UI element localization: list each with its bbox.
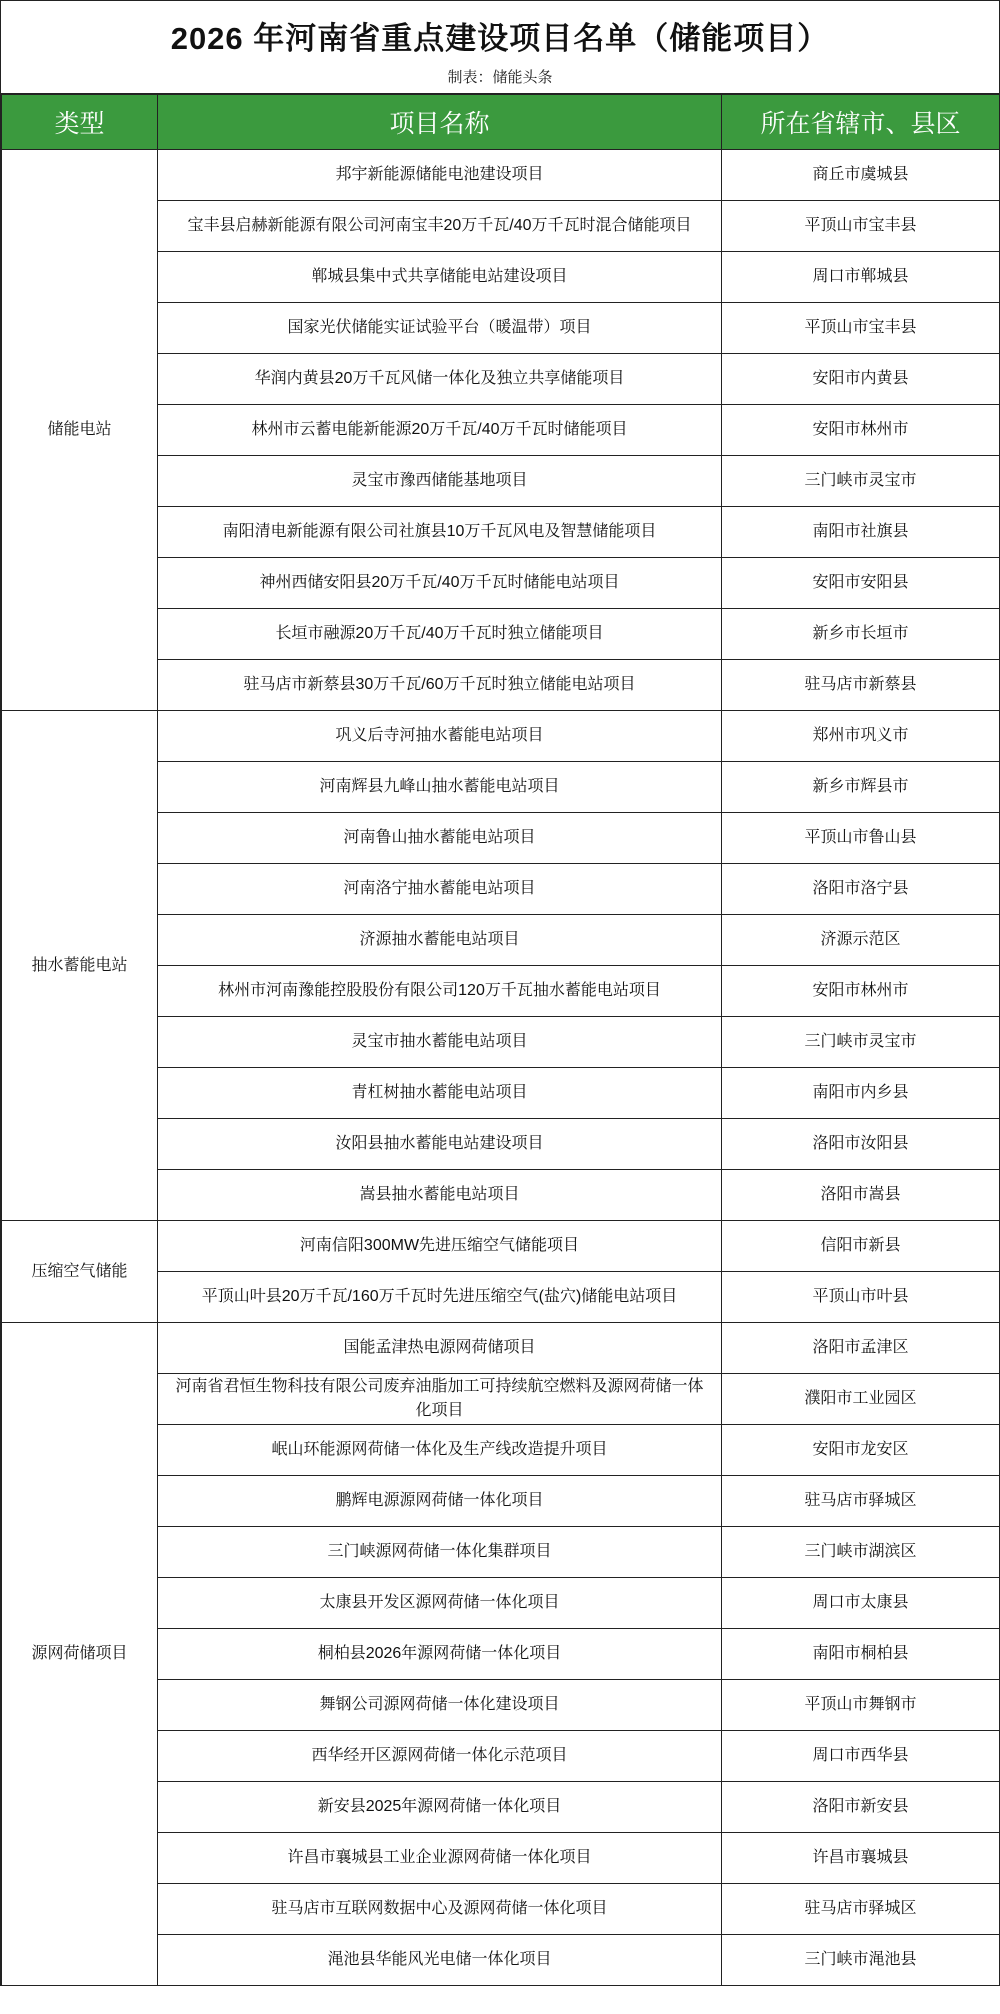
project-name-cell: 新安县2025年源网荷储一体化项目	[158, 1782, 722, 1833]
project-name-cell: 驻马店市新蔡县30万千瓦/60万千瓦时独立储能电站项目	[158, 660, 722, 711]
project-name-cell: 南阳清电新能源有限公司社旗县10万千瓦风电及智慧储能项目	[158, 507, 722, 558]
location-cell: 驻马店市驿城区	[722, 1884, 1000, 1935]
location-cell: 南阳市桐柏县	[722, 1629, 1000, 1680]
project-name-cell: 河南鲁山抽水蓄能电站项目	[158, 813, 722, 864]
project-name-cell: 嵩县抽水蓄能电站项目	[158, 1170, 722, 1221]
project-name-cell: 三门峡源网荷储一体化集群项目	[158, 1527, 722, 1578]
project-name-cell: 神州西储安阳县20万千瓦/40万千瓦时储能电站项目	[158, 558, 722, 609]
project-name-cell: 灵宝市豫西储能基地项目	[158, 456, 722, 507]
table-header-row	[2, 95, 1000, 150]
project-name-cell: 舞钢公司源网荷储一体化建设项目	[158, 1680, 722, 1731]
project-name-cell: 长垣市融源20万千瓦/40万千瓦时独立储能项目	[158, 609, 722, 660]
project-name-cell: 河南洛宁抽水蓄能电站项目	[158, 864, 722, 915]
project-name-cell: 林州市河南豫能控股股份有限公司120万千瓦抽水蓄能电站项目	[158, 966, 722, 1017]
project-name-cell: 驻马店市互联网数据中心及源网荷储一体化项目	[158, 1884, 722, 1935]
project-name-cell: 邦宇新能源储能电池建设项目	[158, 150, 722, 201]
project-name-cell: 西华经开区源网荷储一体化示范项目	[158, 1731, 722, 1782]
location-cell: 平顶山市宝丰县	[722, 303, 1000, 354]
location-cell: 濮阳市工业园区	[722, 1374, 1000, 1425]
table-row	[2, 150, 1000, 201]
project-name-cell: 河南省君恒生物科技有限公司废弃油脂加工可持续航空燃料及源网荷储一体化项目	[158, 1374, 722, 1425]
category-cell: 抽水蓄能电站	[2, 711, 158, 1221]
title-area	[1, 1, 999, 94]
project-name-cell: 鹏辉电源源网荷储一体化项目	[158, 1476, 722, 1527]
location-cell: 平顶山市宝丰县	[722, 201, 1000, 252]
category-cell: 储能电站	[2, 150, 158, 711]
location-cell: 郑州市巩义市	[722, 711, 1000, 762]
project-name-cell: 林州市云蓄电能新能源20万千瓦/40万千瓦时储能项目	[158, 405, 722, 456]
location-cell: 安阳市林州市	[722, 966, 1000, 1017]
page-title: 2026 年河南省重点建设项目名单（储能项目）	[170, 21, 830, 56]
location-cell: 洛阳市孟津区	[722, 1323, 1000, 1374]
category-cell: 压缩空气储能	[2, 1221, 158, 1323]
table-row	[2, 1323, 1000, 1374]
location-cell: 新乡市辉县市	[722, 762, 1000, 813]
header-location: 所在省辖市、县区	[722, 95, 1000, 150]
location-cell: 商丘市虞城县	[722, 150, 1000, 201]
project-name-cell: 华润内黄县20万千瓦风储一体化及独立共享储能项目	[158, 354, 722, 405]
location-cell: 三门峡市灵宝市	[722, 456, 1000, 507]
header-project-name: 项目名称	[158, 95, 722, 150]
project-name-cell: 巩义后寺河抽水蓄能电站项目	[158, 711, 722, 762]
project-name-cell: 灵宝市抽水蓄能电站项目	[158, 1017, 722, 1068]
project-name-cell: 国能孟津热电源网荷储项目	[158, 1323, 722, 1374]
location-cell: 安阳市安阳县	[722, 558, 1000, 609]
location-cell: 驻马店市新蔡县	[722, 660, 1000, 711]
project-name-cell: 太康县开发区源网荷储一体化项目	[158, 1578, 722, 1629]
location-cell: 三门峡市湖滨区	[722, 1527, 1000, 1578]
location-cell: 周口市太康县	[722, 1578, 1000, 1629]
project-name-cell: 岷山环能源网荷储一体化及生产线改造提升项目	[158, 1425, 722, 1476]
location-cell: 洛阳市新安县	[722, 1782, 1000, 1833]
project-name-cell: 青杠树抽水蓄能电站项目	[158, 1068, 722, 1119]
location-cell: 南阳市内乡县	[722, 1068, 1000, 1119]
project-name-cell: 郸城县集中式共享储能电站建设项目	[158, 252, 722, 303]
location-cell: 驻马店市驿城区	[722, 1476, 1000, 1527]
location-cell: 平顶山市叶县	[722, 1272, 1000, 1323]
location-cell: 洛阳市汝阳县	[722, 1119, 1000, 1170]
project-name-cell: 宝丰县启赫新能源有限公司河南宝丰20万千瓦/40万千瓦时混合储能项目	[158, 201, 722, 252]
project-name-cell: 河南辉县九峰山抽水蓄能电站项目	[158, 762, 722, 813]
project-name-cell: 济源抽水蓄能电站项目	[158, 915, 722, 966]
project-name-cell: 渑池县华能风光电储一体化项目	[158, 1935, 722, 1986]
location-cell: 平顶山市鲁山县	[722, 813, 1000, 864]
location-cell: 济源示范区	[722, 915, 1000, 966]
location-cell: 信阳市新县	[722, 1221, 1000, 1272]
project-name-cell: 汝阳县抽水蓄能电站建设项目	[158, 1119, 722, 1170]
location-cell: 新乡市长垣市	[722, 609, 1000, 660]
location-cell: 三门峡市渑池县	[722, 1935, 1000, 1986]
location-cell: 洛阳市洛宁县	[722, 864, 1000, 915]
project-name-cell: 河南信阳300MW先进压缩空气储能项目	[158, 1221, 722, 1272]
table-row	[2, 1221, 1000, 1272]
project-name-cell: 国家光伏储能实证试验平台（暖温带）项目	[158, 303, 722, 354]
location-cell: 安阳市内黄县	[722, 354, 1000, 405]
project-name-cell: 平顶山叶县20万千瓦/160万千瓦时先进压缩空气(盐穴)储能电站项目	[158, 1272, 722, 1323]
project-name-cell: 桐柏县2026年源网荷储一体化项目	[158, 1629, 722, 1680]
table-body	[2, 150, 1000, 1986]
location-cell: 洛阳市嵩县	[722, 1170, 1000, 1221]
location-cell: 南阳市社旗县	[722, 507, 1000, 558]
table-row	[2, 711, 1000, 762]
location-cell: 许昌市襄城县	[722, 1833, 1000, 1884]
subtitle: 制表：储能头条	[447, 69, 553, 86]
header-type: 类型	[2, 95, 158, 150]
location-cell: 周口市郸城县	[722, 252, 1000, 303]
projects-table	[1, 94, 1000, 1986]
location-cell: 周口市西华县	[722, 1731, 1000, 1782]
location-cell: 三门峡市灵宝市	[722, 1017, 1000, 1068]
category-cell: 源网荷储项目	[2, 1323, 158, 1986]
location-cell: 平顶山市舞钢市	[722, 1680, 1000, 1731]
location-cell: 安阳市林州市	[722, 405, 1000, 456]
project-name-cell: 许昌市襄城县工业企业源网荷储一体化项目	[158, 1833, 722, 1884]
location-cell: 安阳市龙安区	[722, 1425, 1000, 1476]
